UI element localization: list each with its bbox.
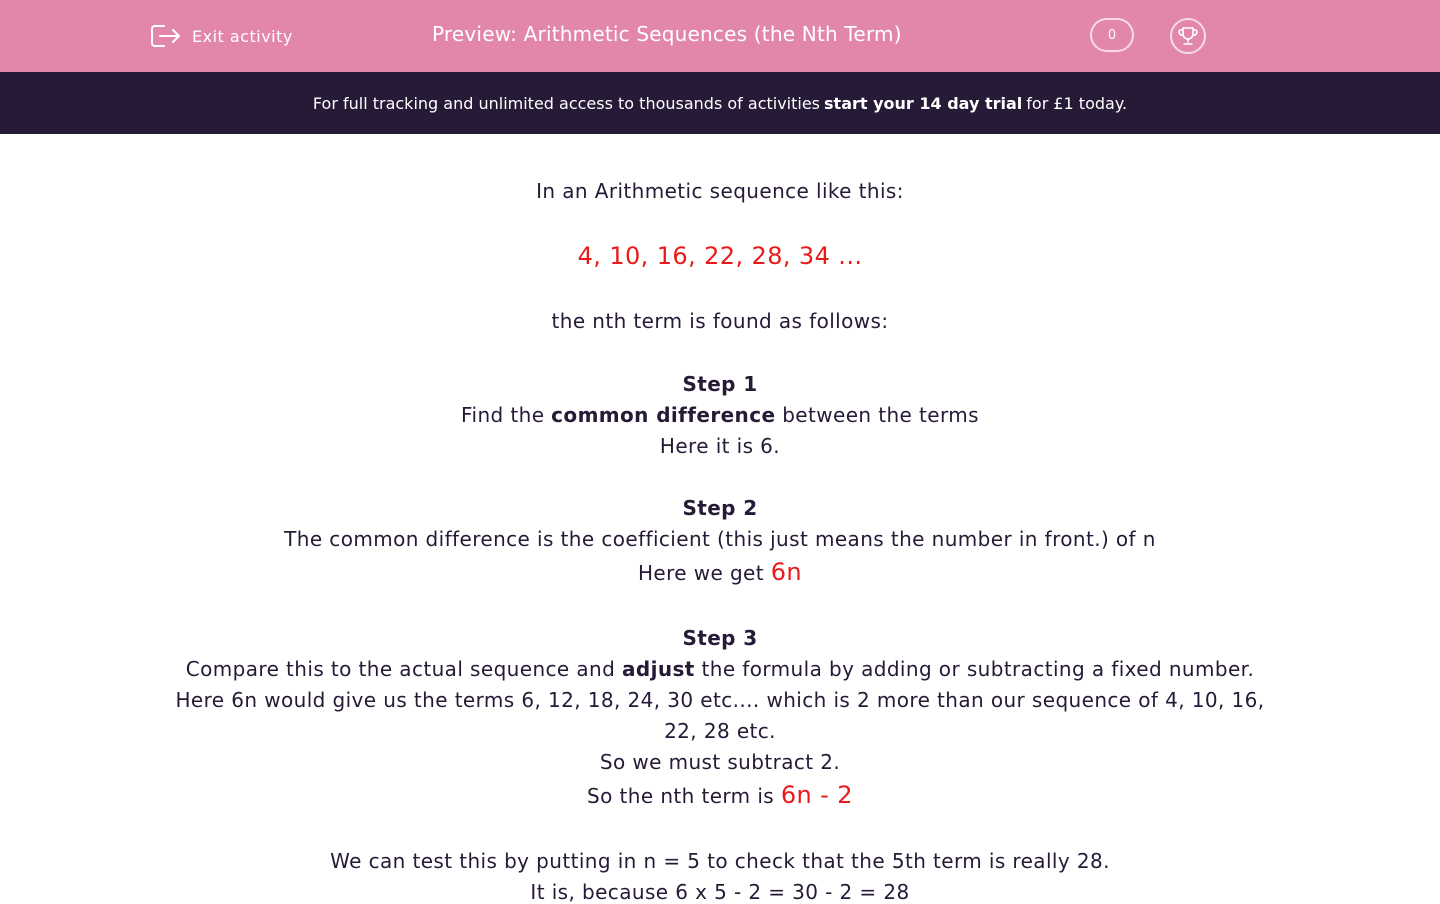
test-line1: We can test this by putting in n = 5 to check that the 5th term is really 28. bbox=[330, 849, 1110, 873]
banner-text: For full tracking and unlimited access to thousands of activities bbox=[312, 93, 821, 113]
adjust-term: adjust bbox=[621, 657, 695, 681]
trophy-button[interactable] bbox=[1170, 18, 1206, 54]
formula-6n-minus-2: 6n - 2 bbox=[780, 781, 853, 809]
page-title: Preview: Arithmetic Sequences (the Nth Term) bbox=[432, 22, 902, 46]
step3-line4: So the nth term is 6n - 2 bbox=[587, 781, 853, 809]
exit-activity-label: Exit activity bbox=[192, 26, 293, 46]
test-line2: It is, because 6 x 5 - 2 = 30 - 2 = 28 bbox=[530, 880, 910, 904]
step2-line1: The common difference is the coefficient (this just means the number in front.) of n bbox=[284, 527, 1156, 551]
step1-line2: Here it is 6. bbox=[659, 434, 781, 458]
step3-line1: Compare this to the actual sequence and adjust the formula by adding or subtracting a fixed number. bbox=[185, 657, 1255, 681]
exit-icon bbox=[150, 22, 182, 50]
step2-line2: Here we get 6n bbox=[637, 558, 803, 586]
score-badge: 0 bbox=[1090, 18, 1134, 52]
trophy-icon bbox=[1177, 25, 1199, 47]
banner-price-text: for £1 today. bbox=[1026, 93, 1128, 113]
explanation-content bbox=[0, 134, 1440, 904]
trial-link[interactable]: start your 14 day trial bbox=[824, 93, 1023, 113]
exit-activity-button[interactable] bbox=[150, 20, 293, 52]
trial-banner bbox=[0, 72, 1440, 134]
intro-text: In an Arithmetic sequence like this: bbox=[536, 179, 904, 203]
step3-line2: Here 6n would give us the terms 6, 12, 18, 24, 30 etc.... which is 2 more than our sequence of 4, 10, 16, 22, 28 etc. bbox=[175, 688, 1265, 743]
found-text: the nth term is found as follows: bbox=[551, 309, 889, 333]
step2-heading: Step 2 bbox=[682, 496, 758, 520]
sequence-example: 4, 10, 16, 22, 28, 34 ... bbox=[577, 242, 863, 270]
step1-line1: Find the common difference between the terms bbox=[461, 403, 979, 427]
top-bar bbox=[0, 0, 1440, 72]
common-difference-term: common difference bbox=[551, 403, 776, 427]
formula-6n: 6n bbox=[770, 558, 803, 586]
step1-heading: Step 1 bbox=[682, 372, 758, 396]
step3-line3: So we must subtract 2. bbox=[599, 750, 841, 774]
step3-heading: Step 3 bbox=[682, 626, 758, 650]
